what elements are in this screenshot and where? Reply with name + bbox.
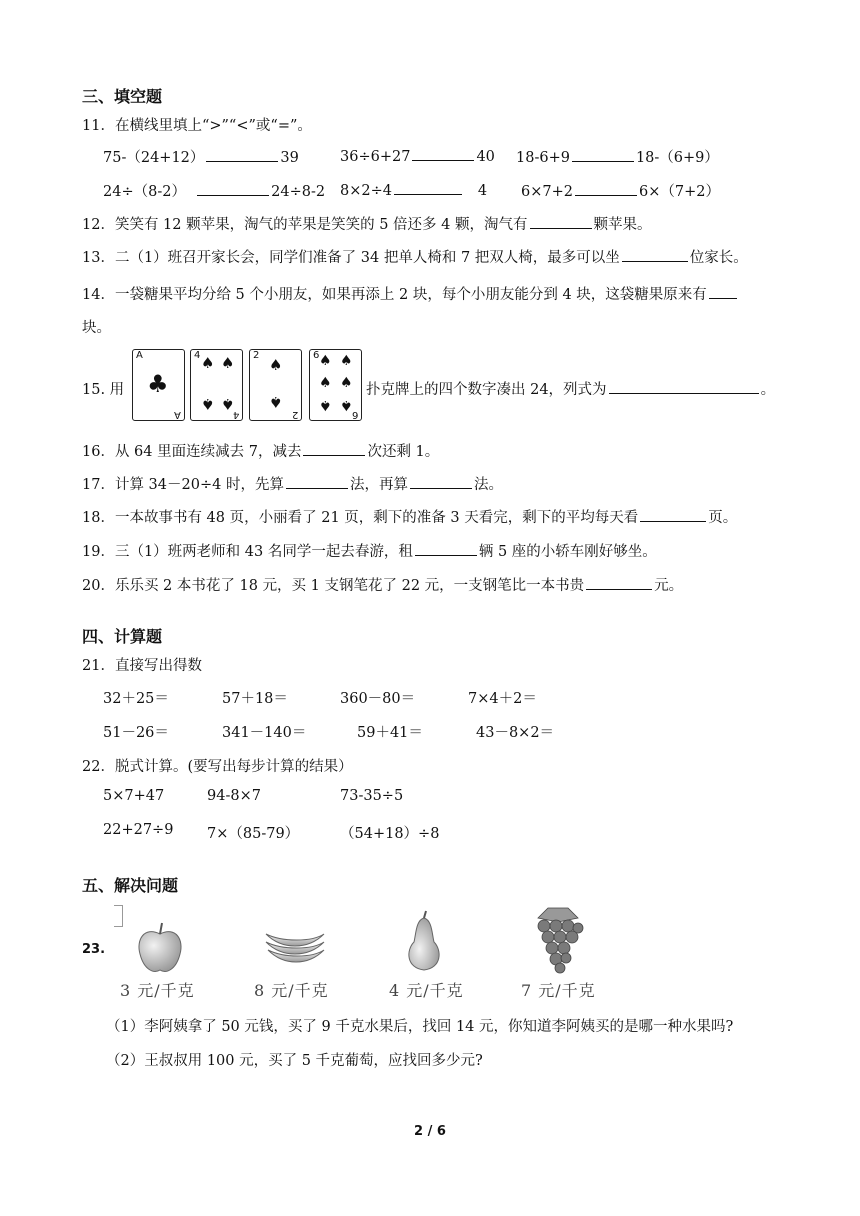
q17: 17．计算 34－20÷4 时，先算 法，再算 法。 — [82, 473, 503, 494]
spade-icon: ♠ — [340, 397, 353, 413]
q16: 16．从 64 里面连续减去 7，减去 次还剩 1。 — [82, 440, 439, 461]
spade-icon: ♠ — [201, 354, 215, 372]
card-two-spades: 2 ♠ ♠ 2 — [249, 349, 302, 421]
spade-icon: ♠ — [201, 395, 215, 413]
q11-row2-b: 8×2÷4 4 — [340, 180, 487, 199]
grape-price: 7 元/千克 — [521, 981, 596, 1000]
section-title-solve: 五、解决问题 — [82, 876, 179, 895]
q23-part2: （2）王叔叔用 100 元，买了 5 千克葡萄，应找回多少元? — [106, 1053, 483, 1069]
q22-r1-2: 94-8×7 — [207, 788, 261, 804]
club-icon: ♣ — [147, 370, 169, 398]
section-title-calc: 四、计算题 — [82, 627, 163, 646]
q14-line2: 块。 — [82, 320, 111, 336]
q11-row2-c: 6×7+2 6×（7+2） — [521, 180, 720, 201]
card-four-spades: 4 ♠ ♠ ♠ ♠ 4 — [190, 349, 243, 421]
q11-row1-b: 36÷6+27 40 — [340, 146, 495, 165]
q21-r1-4: 7×4＋2＝ — [468, 691, 537, 707]
banana-icon — [262, 920, 328, 968]
apple-price: 3 元/千克 — [120, 981, 195, 1000]
spade-icon: ♠ — [319, 375, 332, 391]
pear-price: 4 元/千克 — [389, 981, 464, 1000]
card-ace-clubs: A ♣ A — [132, 349, 185, 421]
q21-r2-1: 51－26＝ — [103, 725, 169, 741]
pear-icon — [402, 910, 446, 974]
q15-text: 扑克牌上的四个数字凑出 24，列式为 。 — [366, 378, 775, 399]
q21-r2-3: 59＋41＝ — [357, 725, 423, 741]
q14-line1: 14．一袋糖果平均分给 5 个小朋友，如果再添上 2 块，每个小朋友能分到 4 块，这袋糖果原来有 — [82, 283, 739, 304]
q21-stem: 21．直接写出得数 — [82, 658, 202, 674]
q22-r1-1: 5×7+47 — [103, 788, 165, 804]
apple-icon — [134, 920, 186, 976]
q19: 19．三（1）班两老师和 43 名同学一起去春游，租 辆 5 座的小轿车刚好够坐。 — [82, 540, 657, 561]
spade-icon: ♠ — [340, 375, 353, 391]
q23-number: 23. — [82, 942, 106, 957]
section-title-fill: 三、填空题 — [82, 87, 163, 106]
q13: 13．二（1）班召开家长会，同学们准备了 34 把单人椅和 7 把双人椅，最多可以坐 位家长。 — [82, 246, 748, 267]
spade-icon: ♠ — [221, 395, 235, 413]
q22-r2-1: 22+27÷9 — [103, 822, 174, 838]
grape-icon — [528, 904, 588, 974]
q12: 12．笑笑有 12 颗苹果，淘气的苹果是笑笑的 5 倍还多 4 颗，淘气有 颗苹果。 — [82, 213, 652, 234]
spade-icon: ♠ — [269, 356, 283, 374]
q21-r1-3: 360－80＝ — [340, 691, 416, 707]
spade-icon: ♠ — [319, 353, 332, 369]
q11-row2-a: 24÷（8-2） 24÷8-2 — [103, 180, 325, 201]
banana-price: 8 元/千克 — [254, 981, 329, 1000]
q11-stem: 11．在横线里填上“>”“<”或“=”。 — [82, 118, 312, 134]
q22-stem: 22．脱式计算。(要写出每步计算的结果） — [82, 759, 353, 775]
q11-row1-a: 75-（24+12） 39 — [103, 146, 299, 167]
spade-icon: ♠ — [340, 353, 353, 369]
q21-r2-2: 341－140＝ — [222, 725, 307, 741]
q21-r1-2: 57＋18＝ — [222, 691, 288, 707]
q22-r2-2: 7×（85-79） — [207, 826, 300, 842]
q21-r1-1: 32＋25＝ — [103, 691, 169, 707]
q22-r2-3: （54+18）÷8 — [340, 826, 440, 842]
card-six-spades: 6 ♠ ♠ ♠ ♠ ♠ ♠ 6 — [309, 349, 362, 421]
q20: 20．乐乐买 2 本书花了 18 元，买 1 支钢笔花了 22 元，一支钢笔比一本书贵 元。 — [82, 574, 683, 595]
q11-row1-c: 18-6+9 18-（6+9） — [516, 146, 719, 167]
page-number: 2 / 6 — [414, 1124, 446, 1139]
q18: 18．一本故事书有 48 页，小丽看了 21 页，剩下的准备 3 天看完，剩下的平均每天看 页。 — [82, 506, 737, 527]
spade-icon: ♠ — [319, 397, 332, 413]
q15-prefix: 15. 用 — [82, 382, 125, 398]
image-placeholder-bracket — [114, 905, 123, 927]
spade-icon: ♠ — [269, 393, 283, 411]
q22-r1-3: 73-35÷5 — [340, 788, 404, 804]
spade-icon: ♠ — [221, 354, 235, 372]
q23-part1: （1）李阿姨拿了 50 元钱，买了 9 千克水果后，找回 14 元，你知道李阿姨买的是哪一种水果吗? — [106, 1019, 734, 1035]
q21-r2-4: 43－8×2＝ — [476, 725, 555, 741]
